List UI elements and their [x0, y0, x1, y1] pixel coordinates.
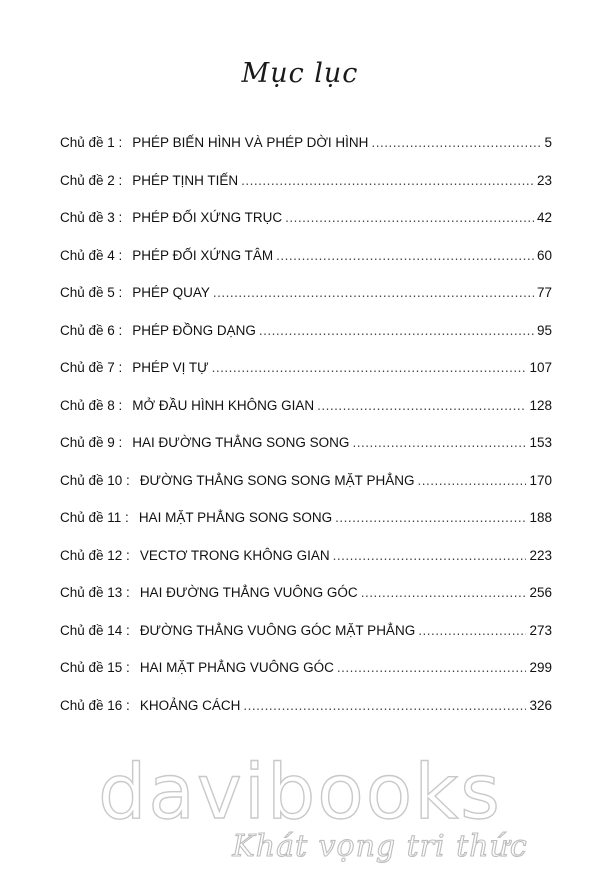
toc-leader-dots [285, 209, 534, 227]
toc-leader-dots [213, 284, 534, 302]
toc-chapter: Chủ đề 8 : [60, 397, 123, 413]
toc-leader-dots [371, 134, 541, 152]
table-of-contents [60, 134, 552, 734]
toc-row [60, 247, 552, 285]
toc-page-number: 273 [529, 622, 552, 638]
toc-row [60, 134, 552, 172]
toc-title: KHOẢNG CÁCH [139, 697, 241, 713]
toc-title: HAI MẶT PHẲNG SONG SONG [138, 510, 333, 525]
toc-page-number: 188 [529, 510, 552, 525]
toc-title: HAI ĐƯỜNG THẲNG SONG SONG [132, 435, 350, 450]
toc-chapter: Chủ đề 11 : [60, 510, 129, 525]
toc-leader-dots [317, 397, 526, 415]
toc-page-number: 256 [529, 585, 552, 600]
toc-row [60, 284, 552, 322]
toc-title: PHÉP QUAY [132, 285, 210, 300]
toc-row [60, 509, 552, 547]
toc-row [60, 472, 552, 510]
toc-leader-dots [335, 509, 526, 527]
toc-chapter: Chủ đề 14 : [60, 622, 130, 638]
toc-leader-dots [337, 659, 527, 677]
toc-page-number: 23 [536, 172, 552, 188]
toc-title: VECTƠ TRONG KHÔNG GIAN [139, 547, 330, 563]
toc-chapter: Chủ đề 15 : [60, 660, 130, 675]
toc-chapter: Chủ đề 13 : [60, 585, 130, 600]
toc-row [60, 209, 552, 247]
toc-title: HAI MẶT PHẲNG VUÔNG GÓC [139, 660, 334, 675]
toc-chapter: Chủ đề 6 : [60, 322, 123, 338]
toc-leader-dots [276, 247, 534, 265]
toc-leader-dots [259, 322, 534, 340]
toc-leader-dots [352, 434, 526, 452]
toc-chapter: Chủ đề 16 : [60, 697, 130, 713]
toc-chapter: Chủ đề 5 : [60, 285, 123, 300]
toc-chapter: Chủ đề 4 : [60, 247, 123, 263]
toc-page-number: 77 [536, 285, 552, 300]
toc-row [60, 547, 552, 585]
toc-title: PHÉP VỊ TỰ [132, 360, 209, 375]
toc-leader-dots [241, 172, 534, 190]
toc-title: HAI ĐƯỜNG THẲNG VUÔNG GÓC [139, 585, 358, 600]
toc-page-number: 299 [529, 660, 552, 675]
toc-leader-dots [361, 584, 527, 602]
toc-row [60, 584, 552, 622]
toc-row [60, 659, 552, 697]
toc-title: PHÉP ĐỒNG DẠNG [132, 322, 256, 338]
toc-leader-dots [333, 547, 527, 565]
toc-page-number: 95 [536, 322, 552, 338]
toc-title: PHÉP TỊNH TIẾN [132, 172, 239, 188]
toc-chapter: Chủ đề 7 : [60, 360, 123, 375]
toc-row [60, 622, 552, 660]
toc-page-number: 153 [529, 435, 552, 450]
toc-chapter: Chủ đề 1 : [60, 135, 123, 150]
page-title: Mục lục [241, 58, 359, 89]
toc-page-number: 42 [536, 210, 552, 225]
toc-page-number: 223 [529, 547, 552, 563]
toc-title: ĐƯỜNG THẲNG SONG SONG MẶT PHẲNG [139, 472, 415, 488]
toc-page-number: 60 [536, 247, 552, 263]
toc-page-number: 170 [529, 472, 552, 488]
toc-page-number: 107 [529, 360, 552, 375]
toc-chapter: Chủ đề 2 : [60, 172, 123, 188]
toc-chapter: Chủ đề 10 : [60, 472, 130, 488]
toc-leader-dots [418, 622, 526, 640]
toc-title: PHÉP ĐỐI XỨNG TRỤC [132, 210, 283, 225]
toc-title: PHÉP BIẾN HÌNH VÀ PHÉP DỜI HÌNH [132, 135, 369, 150]
toc-row [60, 397, 552, 435]
toc-row [60, 322, 552, 360]
toc-chapter: Chủ đề 9 : [60, 435, 123, 450]
toc-page-number: 128 [529, 397, 552, 413]
toc-title: ĐƯỜNG THẲNG VUÔNG GÓC MẶT PHẲNG [139, 622, 416, 638]
toc-title: PHÉP ĐỐI XỨNG TÂM [132, 247, 274, 263]
toc-title: MỞ ĐẦU HÌNH KHÔNG GIAN [132, 397, 315, 413]
toc-chapter: Chủ đề 3 : [60, 210, 123, 225]
toc-chapter: Chủ đề 12 : [60, 547, 130, 563]
toc-page-number: 326 [529, 697, 552, 713]
watermark-brand: davibooks [98, 747, 502, 836]
toc-leader-dots [212, 359, 527, 377]
toc-leader-dots [243, 697, 526, 715]
toc-page-number: 5 [544, 135, 552, 150]
toc-leader-dots [417, 472, 526, 490]
toc-row [60, 359, 552, 397]
toc-row [60, 172, 552, 210]
watermark-tagline: Khát vọng tri thức [232, 829, 528, 864]
toc-row [60, 434, 552, 472]
toc-row [60, 697, 552, 735]
